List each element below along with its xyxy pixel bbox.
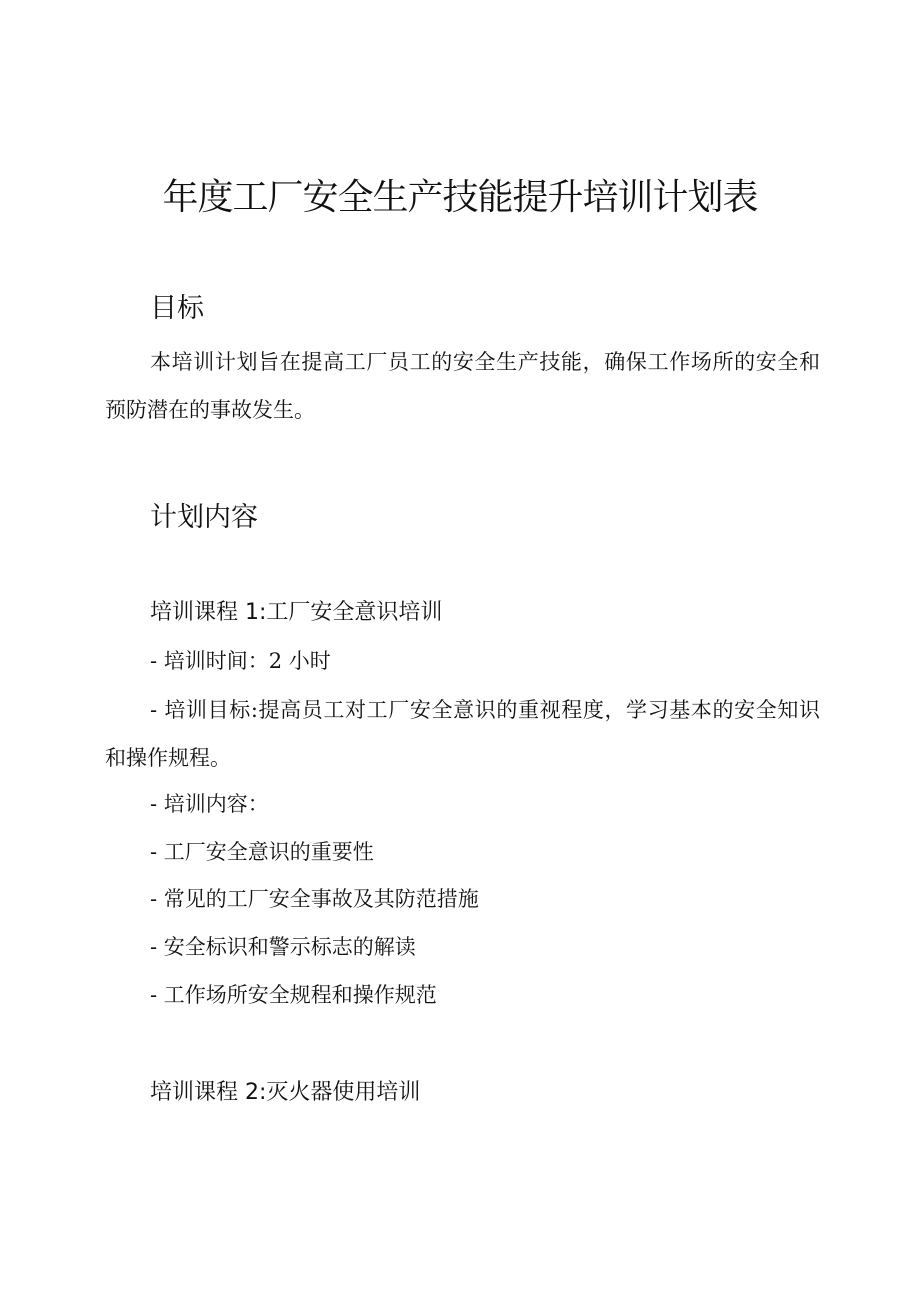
objective-paragraph: 本培训计划旨在提高工厂员工的安全生产技能，确保工作场所的安全和预防潜在的事故发生。 (105, 350, 820, 422)
objective-heading: 目标 (150, 293, 204, 324)
course2-heading: 培训课程 2:灭火器使用培训 (150, 1080, 421, 1105)
course1-content-item: - 常见的工厂安全事故及其防范措施 (150, 887, 479, 911)
course1-time: - 培训时间：2 小时 (150, 649, 331, 673)
plan-heading: 计划内容 (150, 502, 258, 533)
course1-heading: 培训课程 1:工厂安全意识培训 (150, 600, 443, 625)
course1-content-label: - 培训内容： (150, 792, 269, 816)
document-title: 年度工厂安全生产技能提升培训计划表 (162, 177, 758, 218)
course1-goal: - 培训目标:提高员工对工厂安全意识的重视程度，学习基本的安全知识和操作规程。 (105, 698, 820, 770)
course1-content-item: - 安全标识和警示标志的解读 (150, 935, 416, 959)
course1-content-item: - 工作场所安全规程和操作规范 (150, 983, 437, 1007)
course1-content-item: - 工厂安全意识的重要性 (150, 840, 374, 864)
